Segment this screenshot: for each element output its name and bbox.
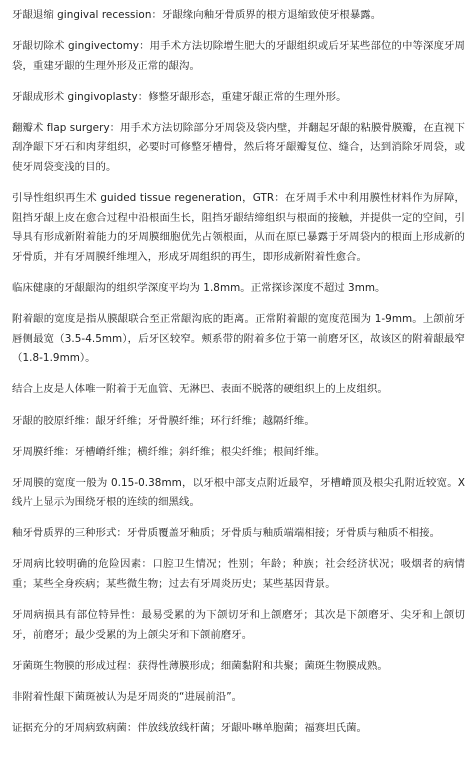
paragraph-cementoenamel-junction: 釉牙骨质界的三种形式：牙骨质覆盖牙釉质；牙骨质与釉质端端相接；牙骨质与釉质不相接。 [12,527,441,540]
paragraph-gingival-collagen-fibers: 牙龈的胶原纤维：龈牙纤维；牙骨膜纤维；环行纤维；越隔纤维。 [12,414,315,427]
paragraph-attached-gingiva-width: 附着龈的宽度是指从膜龈联合至正常龈沟底的距离。正常附着龈的宽度范围为 1-9mm。上颌前牙唇侧最宽（3.5-4.5mm），后牙区较窄。颊系带的附着多位于第一前磨牙区，故该区的附着龈最窄（1.8-1.9mm）。 [12,313,465,365]
paragraph-risk-factors: 牙周病比较明确的危险因素：口腔卫生情况；性别；年龄；种族；社会经济状况；吸烟者的病情重；某些全身疾病；某些微生物；过去有牙周炎历史；某些基因背景。 [12,558,465,591]
paragraph-gingival-recession: 牙龈退缩 gingival recession：牙龈缘向釉牙骨质界的根方退缩致使牙根暴露。 [12,9,382,21]
paragraph-gingivectomy: 牙龈切除术 gingivectomy：用手术方法切除增生肥大的牙龈组织或后牙某些部位的中等深度牙周袋，重建牙龈的生理外形及正常的龈沟。 [12,40,465,72]
paragraph-periodontal-ligament-width: 牙周膜的宽度一般为 0.15-0.38mm，以牙根中部支点附近最窄，牙槽嵴顶及根尖孔附近较宽。X 线片上显示为围绕牙根的连续的细黑线。 [12,476,465,509]
paragraph-periodontal-pathogens: 证据充分的牙周病致病菌：伴放线放线杆菌；牙龈卟啉单胞菌；福赛坦氏菌。 [12,722,367,735]
paragraph-site-specificity: 牙周病损具有部位特异性：最易受累的为下颌切牙和上颌磨牙；其次是下颌磨牙、尖牙和上颌切牙，前磨牙；最少受累的为上颌尖牙和下颌前磨牙。 [12,609,465,641]
paragraph-advancing-front: 非附着性龈下菌斑被认为是牙周炎的“进展前沿”。 [12,690,243,703]
paragraph-guided-tissue-regeneration: 引导性组织再生术 guided tissue regeneration，GTR：在牙周手术中利用膜性材料作为屏障，阻挡牙龈上皮在愈合过程中沿根面生长，阻挡牙龈结缔组织与根面的接触，并提供一定的空间，引导具有形成新附着能力的牙周膜细胞优先占领根面，从而在原已暴露于牙周袋内的根面上形成新的牙骨质，并有牙周膜纤维埋入，形成牙周组织的再生，即形成新附着性愈合。 [12,192,465,263]
paragraph-flap-surgery: 翻瓣术 flap surgery：用手术方法切除部分牙周袋及袋内壁，并翻起牙龈的粘膜骨膜瓣，在直视下刮净龈下牙石和肉芽组织，必要时可修整牙槽骨，然后将牙龈瓣复位、缝合，达到消除牙周袋，或使牙周袋变浅的目的。 [12,121,465,174]
paragraph-junctional-epithelium: 结合上皮是人体唯一附着于无血管、无淋巴、表面不脱落的硬组织上的上皮组织。 [12,383,388,396]
paragraph-gingivoplasty: 牙龈成形术 gingivoplasty：修整牙龈形态，重建牙龈正常的生理外形。 [12,90,347,103]
paragraph-sulcus-depth: 临床健康的牙龈龈沟的组织学深度平均为 1.8mm。正常探诊深度不超过 3mm。 [12,282,386,295]
paragraph-biofilm-formation: 牙菌斑生物膜的形成过程：获得性薄膜形成；细菌黏附和共聚；菌斑生物膜成熟。 [12,659,388,672]
paragraph-periodontal-ligament-fibers: 牙周膜纤维：牙槽嵴纤维；横纤维；斜纤维；根尖纤维；根间纤维。 [12,445,326,458]
